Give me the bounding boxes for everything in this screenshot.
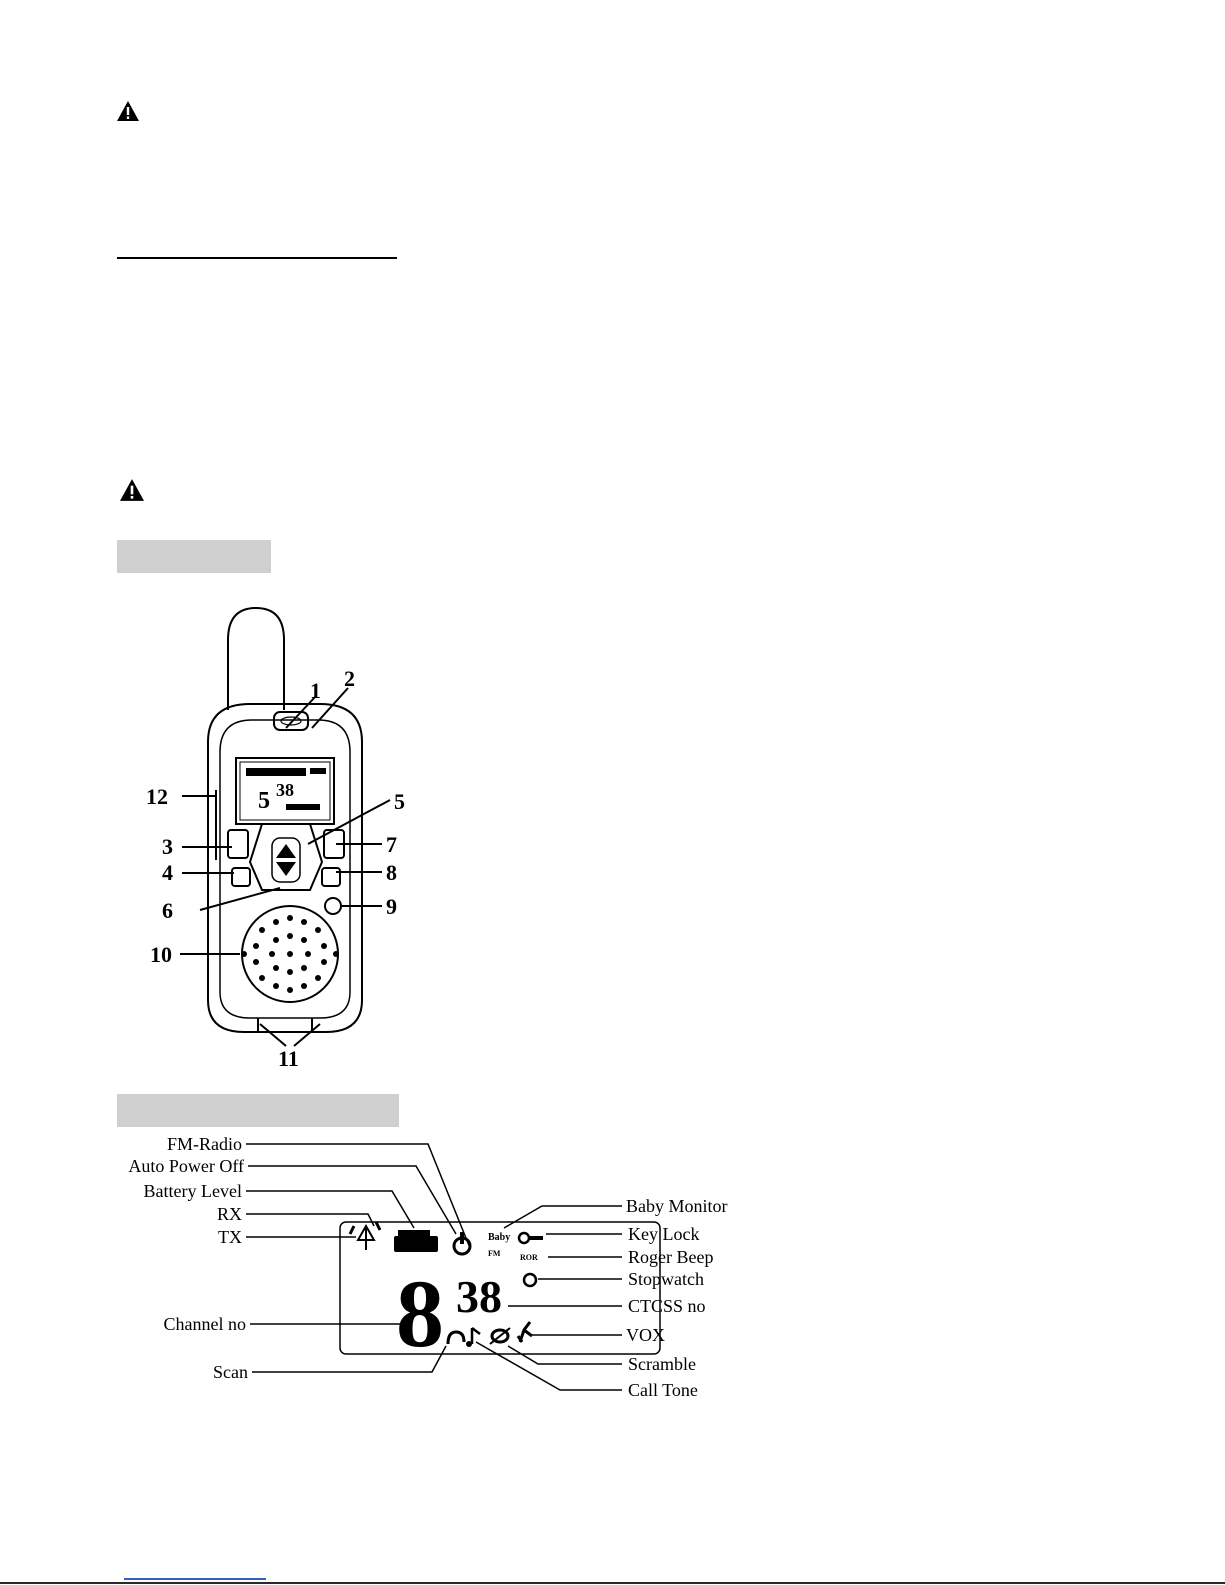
lcd-ctcss-digits: 38 bbox=[456, 1271, 502, 1322]
section-heading-bar bbox=[117, 540, 271, 573]
section-underline bbox=[117, 257, 397, 259]
callout-9: 9 bbox=[386, 894, 397, 919]
label-auto-power-off: Auto Power Off bbox=[128, 1156, 244, 1176]
callout-2: 2 bbox=[344, 666, 355, 691]
callout-3: 3 bbox=[162, 834, 173, 859]
section-heading-bar bbox=[117, 1094, 399, 1127]
lcd-channel-digit: 8 bbox=[396, 1260, 444, 1367]
callout-12: 12 bbox=[146, 784, 168, 809]
label-battery-level: Battery Level bbox=[143, 1181, 242, 1201]
lcd-baby-text: Baby bbox=[488, 1232, 511, 1243]
callout-8: 8 bbox=[386, 860, 397, 885]
label-key-lock: Key Lock bbox=[628, 1224, 700, 1244]
label-ctcss-no: CTCSS no bbox=[628, 1296, 706, 1316]
callout-5: 5 bbox=[394, 789, 405, 814]
warning-icon bbox=[118, 478, 146, 502]
callout-11: 11 bbox=[278, 1046, 299, 1070]
label-fm-radio: FM-Radio bbox=[166, 1134, 242, 1154]
label-baby-monitor: Baby Monitor bbox=[626, 1196, 728, 1216]
lcd-fm-text: FM bbox=[488, 1249, 501, 1258]
footer-line bbox=[0, 1582, 1225, 1584]
label-channel-no: Channel no bbox=[163, 1314, 246, 1334]
label-vox: VOX bbox=[626, 1325, 665, 1345]
label-tx: TX bbox=[218, 1227, 242, 1247]
screen-channel-digit: 5 bbox=[258, 788, 270, 814]
warning-icon bbox=[116, 100, 140, 122]
lcd-roger-text: ROR bbox=[520, 1253, 538, 1262]
screen-code-digits: 38 bbox=[276, 780, 294, 800]
label-call-tone: Call Tone bbox=[628, 1380, 698, 1400]
label-scan: Scan bbox=[213, 1362, 248, 1382]
label-scramble: Scramble bbox=[628, 1354, 696, 1374]
callout-10: 10 bbox=[150, 942, 172, 967]
label-stopwatch: Stopwatch bbox=[628, 1269, 704, 1289]
footer-link-underline bbox=[124, 1578, 266, 1580]
callout-6: 6 bbox=[162, 898, 173, 923]
lcd-display-diagram bbox=[110, 1130, 770, 1410]
callout-1: 1 bbox=[310, 678, 321, 703]
label-rx: RX bbox=[216, 1204, 242, 1224]
label-roger-beep: Roger Beep bbox=[628, 1247, 714, 1267]
callout-7: 7 bbox=[386, 832, 397, 857]
callout-4: 4 bbox=[162, 860, 173, 885]
walkie-talkie-diagram bbox=[140, 600, 460, 1070]
